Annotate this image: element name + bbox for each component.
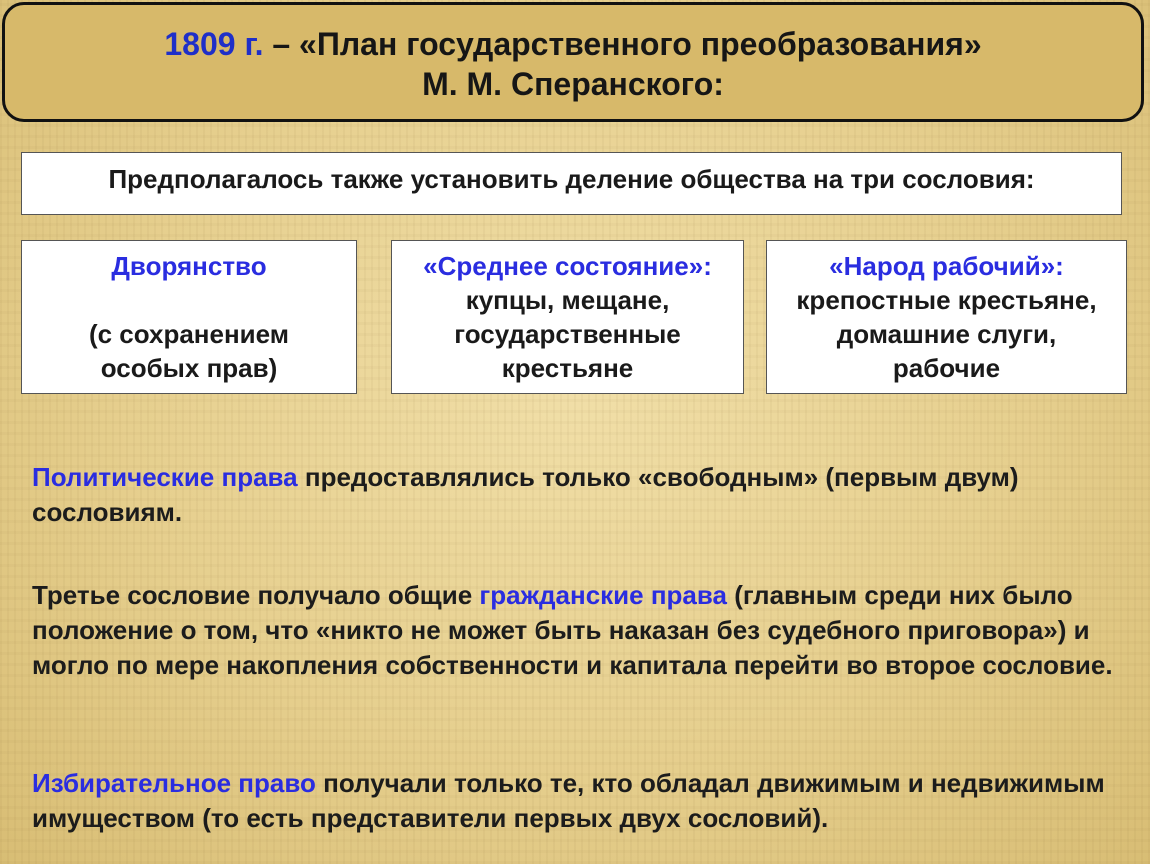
paragraph-civil-rights <box>32 578 1122 683</box>
title-plan-name: – «План государственного преобразования» <box>263 26 982 62</box>
title-banner <box>2 2 1144 122</box>
title-line-2: М. М. Сперанского: <box>422 66 724 102</box>
estate-box-working <box>766 240 1127 394</box>
electoral-rights-term: Избирательное право <box>32 768 316 798</box>
estate-detail-line: государственные <box>454 319 681 349</box>
civil-rights-term: гражданские права <box>479 580 727 610</box>
estate-box-middle <box>391 240 744 394</box>
political-rights-term: Политические права <box>32 462 298 492</box>
intro-text: Предполагалось также установить деление общества на три сословия: <box>108 164 1035 194</box>
estate-name: «Среднее состояние»: <box>423 251 712 281</box>
estate-detail-line: крестьяне <box>501 353 634 383</box>
estate-detail-line: домашние слуги, <box>836 319 1057 349</box>
civil-rights-text-after: (главным среди них было положение о том, что «никто не может быть наказан без судебного приговора») и могло по мере накопления собственности и капитала перейти во второе сословие. <box>32 580 1113 680</box>
electoral-rights-text: получали только те, кто обладал движимым и недвижимым имуществом (то есть представители первых двух сословий). <box>32 768 1105 833</box>
estate-detail-line: рабочие <box>892 353 1001 383</box>
estate-name: «Народ рабочий»: <box>829 251 1064 281</box>
estate-detail-line: особых прав) <box>100 353 278 383</box>
estate-box-nobility <box>21 240 357 394</box>
estate-name: Дворянство <box>111 251 267 281</box>
paragraph-political-rights <box>32 460 1122 530</box>
estate-detail-line: купцы, мещане, <box>465 285 670 315</box>
title-year: 1809 г. <box>164 26 264 62</box>
political-rights-text: предоставлялись только «свободным» (первым двум) сословиям. <box>32 462 1019 527</box>
estate-detail-line: крепостные крестьяне, <box>796 285 1097 315</box>
title-line-1 <box>5 24 1141 64</box>
intro-box <box>21 152 1122 215</box>
civil-rights-text-before: Третье сословие получало общие <box>32 580 480 610</box>
estate-spacer <box>22 283 356 317</box>
paragraph-electoral-rights <box>32 766 1122 836</box>
estate-detail-line: (с сохранением <box>88 319 290 349</box>
